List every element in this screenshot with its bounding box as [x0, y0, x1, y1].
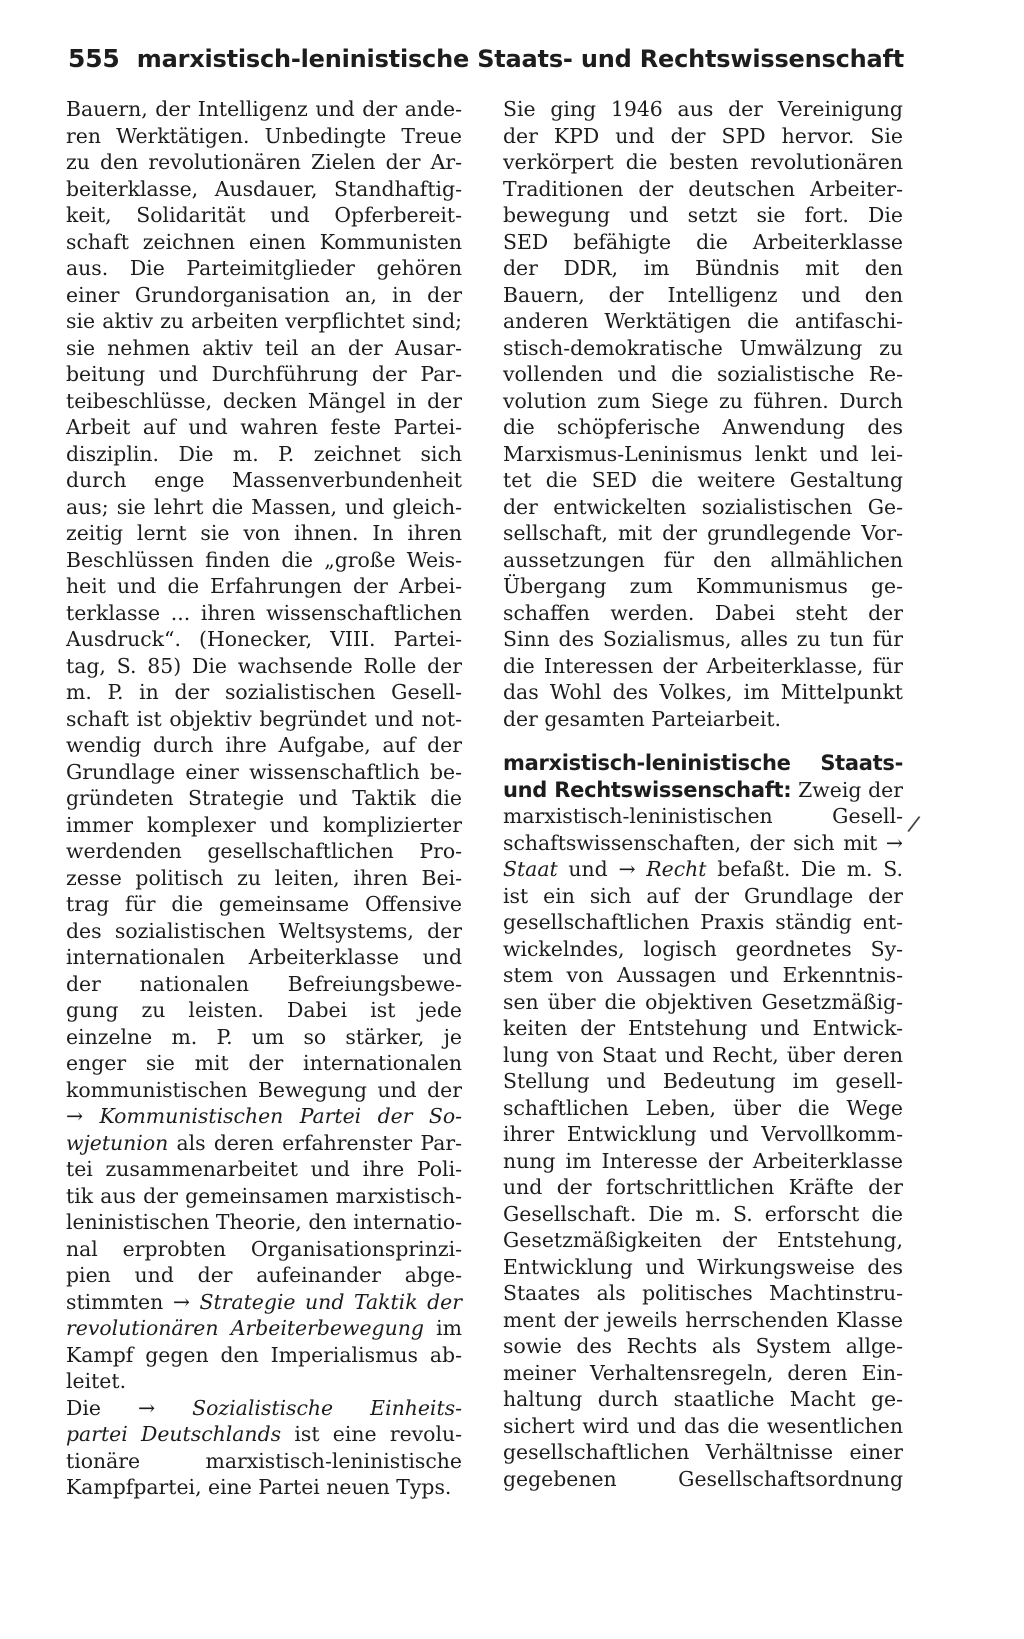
text-line — [66, 176, 462, 203]
text-run: Kampf gegen den Imperialismus ab- — [66, 1342, 462, 1367]
left-column — [66, 96, 462, 1501]
text-line — [66, 1474, 462, 1501]
text-run: stisch-demokratische Umwälzung zu — [503, 335, 903, 360]
text-run: lung von Staat und Recht, über deren — [503, 1042, 903, 1067]
text-line — [503, 1413, 903, 1440]
text-line — [503, 1174, 903, 1201]
text-line — [503, 1386, 903, 1413]
text-line — [66, 653, 462, 680]
text-run: zu den revolutionären Zielen der Ar- — [66, 150, 462, 174]
text-run: trag für die gemeinsame Offensive — [66, 892, 462, 916]
text-line — [503, 1307, 903, 1334]
text-line — [66, 467, 462, 494]
text-run: nung im Interesse der Arbeiterklasse — [503, 1148, 903, 1173]
text-line — [66, 1368, 462, 1395]
text-line — [503, 202, 903, 229]
text-line — [503, 1333, 903, 1360]
right-column — [503, 96, 903, 1492]
entry-headword: und Rechtswissenschaft: — [503, 777, 792, 802]
text-line — [503, 1439, 903, 1466]
text-run: tei zusammenarbeitet und ihre Poli- — [66, 1157, 462, 1181]
text-run: Grundlage einer wissenschaftlich be- — [66, 759, 462, 784]
text-run: Kommunistischen Partei der So- — [99, 1104, 462, 1128]
text-run: wendig durch ihre Aufgabe, auf der — [66, 733, 462, 757]
text-run: ist eine revolu- — [281, 1422, 462, 1446]
text-run: Entwicklung und Wirkungsweise des — [503, 1254, 903, 1279]
text-line — [503, 255, 903, 282]
text-run: wjetunion — [66, 1130, 169, 1155]
text-line — [66, 229, 462, 256]
entry-headword: marxistisch-leninistische Staats- — [503, 751, 903, 775]
text-run: volution zum Siege zu führen. Durch — [503, 388, 903, 413]
text-run: wickelndes, logisch geordnetes Sy- — [503, 936, 903, 961]
text-line — [503, 803, 903, 830]
text-line — [66, 123, 462, 150]
text-line — [66, 785, 462, 812]
text-line — [66, 1262, 462, 1289]
text-line — [66, 96, 462, 123]
text-line — [66, 1448, 462, 1475]
text-run: schaft zeichnen einen Kommunisten — [66, 229, 462, 254]
text-run: ist ein sich auf der Grundlage der — [503, 883, 903, 908]
text-run: der nationalen Befreiungsbewe- — [66, 971, 462, 996]
text-line — [503, 335, 903, 362]
text-run: gesellschaftlichen Praxis ständig ent- — [503, 910, 903, 934]
text-run: schaftlichen Leben, über die Wege — [503, 1095, 903, 1120]
text-run: verkörpert die besten revolutionären — [503, 150, 903, 174]
text-run: keiten der Entstehung und Entwick- — [503, 1016, 903, 1040]
text-run: sowie des Rechts als System allge- — [503, 1334, 903, 1358]
text-line — [66, 600, 462, 627]
text-line — [66, 573, 462, 600]
text-run: tionäre marxistisch-leninistische — [66, 1448, 462, 1473]
text-line — [66, 1289, 462, 1316]
text-run: tet die SED die weitere Gestaltung — [503, 468, 903, 492]
text-line — [66, 1103, 462, 1130]
text-line — [503, 1121, 903, 1148]
text-run: partei Deutschlands — [66, 1422, 282, 1446]
text-run: terklasse ... ihren wissenschaftlichen — [66, 600, 462, 625]
text-run: die schöpferische Anwendung des — [503, 415, 903, 439]
text-line — [66, 865, 462, 892]
text-run: einzelne m. P. um so stärker, je — [66, 1024, 462, 1049]
text-line — [503, 547, 903, 574]
text-line — [66, 812, 462, 839]
text-line — [503, 706, 903, 733]
text-line — [503, 883, 903, 910]
text-run: tag, S. 85) Die wachsende Rolle der — [66, 653, 462, 678]
text-run: tik aus der gemeinsamen marxistisch- — [66, 1183, 462, 1208]
arrow-icon: → — [885, 830, 903, 855]
text-run: haltung durch staatliche Macht ge- — [503, 1387, 903, 1411]
text-line — [503, 494, 903, 521]
text-line — [503, 679, 903, 706]
text-line — [503, 308, 903, 335]
text-line — [503, 1227, 903, 1254]
text-line — [66, 388, 462, 415]
text-run: Sozialistische Einheits- — [155, 1395, 462, 1420]
text-line — [503, 123, 903, 150]
text-run: marxistisch-leninistischen Gesell- — [503, 804, 903, 828]
text-line — [66, 626, 462, 653]
text-line — [66, 1342, 462, 1369]
text-run: vollenden und die sozialistische Re- — [503, 362, 903, 386]
text-line — [503, 1042, 903, 1069]
text-run: nal erprobten Organisationsprinzi- — [66, 1236, 462, 1261]
text-run: der entwickelten sozialistischen Ge- — [503, 494, 903, 519]
margin-mark: / — [905, 811, 922, 838]
text-line — [503, 750, 903, 777]
text-run: und der fortschrittlichen Kräfte der — [503, 1175, 903, 1199]
text-run: Stellung und Bedeutung im gesell- — [503, 1069, 903, 1093]
text-line — [503, 1015, 903, 1042]
text-run: teibeschlüsse, decken Mängel in der — [66, 388, 462, 413]
text-line — [66, 679, 462, 706]
text-run: Sinn des Sozialismus, alles zu tun für — [503, 627, 903, 651]
text-line — [503, 600, 903, 627]
text-line — [503, 1095, 903, 1122]
text-line — [66, 706, 462, 733]
text-run: die Interessen der Arbeiterklasse, für — [503, 653, 903, 678]
text-run: meiner Verhaltensregeln, deren Ein- — [503, 1360, 903, 1385]
text-run: leitet. — [66, 1369, 127, 1393]
text-line — [66, 308, 462, 335]
text-run: m. P. in der sozialistischen Gesell- — [66, 680, 462, 704]
text-run: Traditionen der deutschen Arbeiter- — [503, 176, 903, 201]
text-run: sie aktiv zu arbeiten verpflichtet sind; — [66, 309, 462, 333]
text-run: ren Werktätigen. Unbedingte Treue — [66, 123, 462, 148]
text-run: Marxismus-Leninismus lenkt und lei- — [503, 441, 903, 466]
text-run: Ausdruck“. (Honecker, VIII. Partei- — [66, 627, 462, 651]
text-run: Übergang zum Kommunismus ge- — [503, 574, 903, 598]
text-line — [66, 838, 462, 865]
text-run: durch enge Massenverbundenheit — [66, 468, 462, 492]
text-line — [66, 414, 462, 441]
text-line — [503, 1280, 903, 1307]
text-line — [66, 1395, 462, 1422]
text-line — [503, 520, 903, 547]
text-run: der DDR, im Bündnis mit den — [503, 256, 903, 280]
text-line — [503, 1360, 903, 1387]
text-run: revolutionären Arbeiterbewegung — [66, 1316, 424, 1340]
text-run: SED befähigte die Arbeiterklasse — [503, 229, 903, 254]
text-line — [503, 653, 903, 680]
arrow-icon: → — [172, 1289, 190, 1314]
text-run: Gesetzmäßigkeiten der Entstehung, — [503, 1228, 903, 1252]
text-run: einer Grundorganisation an, in der — [66, 282, 462, 307]
text-line — [503, 388, 903, 415]
text-run: ihrer Entwicklung und Vervollkomm- — [503, 1122, 903, 1146]
text-line — [503, 1068, 903, 1095]
text-run: gegebenen Gesellschaftsordnung — [503, 1466, 903, 1491]
running-head — [68, 44, 904, 84]
arrow-icon: → — [618, 857, 636, 881]
text-line — [66, 1315, 462, 1342]
text-run: gung zu leisten. Dabei ist jede — [66, 998, 462, 1022]
text-line — [503, 176, 903, 203]
text-run: pien und der aufeinander abge- — [66, 1263, 462, 1287]
text-line — [503, 626, 903, 653]
text-run: aussetzungen für den allmählichen — [503, 547, 903, 572]
text-line — [66, 1130, 462, 1157]
text-run: und — [557, 857, 619, 881]
text-line — [66, 441, 462, 468]
text-line — [66, 1050, 462, 1077]
text-run: kommunistischen Bewegung und der — [66, 1077, 462, 1102]
text-run: internationalen Arbeiterklasse und — [66, 945, 462, 969]
text-run: sichert wird und das die wesentlichen — [503, 1413, 903, 1438]
text-line — [66, 1156, 462, 1183]
text-run: schaftswissenschaften, der sich mit — [503, 830, 886, 855]
text-line — [66, 971, 462, 998]
text-run: sen über die objektiven Gesetzmäßig- — [503, 989, 903, 1014]
arrow-icon: → — [66, 1104, 84, 1128]
text-line — [66, 1183, 462, 1210]
text-run: aus. Die Parteimitglieder gehören — [66, 256, 462, 280]
text-run: sie nehmen aktiv teil an der Ausar- — [66, 335, 462, 360]
text-run: das Wohl des Volkes, im Mittelpunkt — [503, 680, 903, 704]
running-head-title: marxistisch-leninistische Staats- und Rechtswissenschaft — [136, 45, 904, 73]
text-run: der KPD und der SPD hervor. Sie — [503, 123, 903, 148]
text-line — [66, 1421, 462, 1448]
text-line — [503, 149, 903, 176]
text-line — [503, 909, 903, 936]
text-run: bewegung und setzt sie fort. Die — [503, 203, 903, 227]
text-run: aus; sie lehrt die Massen, und gleich- — [66, 494, 462, 519]
text-run: beitung und Durchführung der Par- — [66, 362, 462, 386]
text-run: Bauern, der Intelligenz und der ande- — [66, 97, 462, 121]
text-run: werdenden gesellschaftlichen Pro- — [66, 839, 462, 863]
text-run: stem von Aussagen und Erkenntnis- — [503, 963, 903, 987]
text-line — [66, 918, 462, 945]
text-line — [66, 255, 462, 282]
text-run: im — [423, 1316, 463, 1340]
text-line — [503, 229, 903, 256]
text-line — [66, 732, 462, 759]
text-run: Staat — [503, 857, 558, 881]
text-run: stimmten — [66, 1289, 173, 1314]
text-line — [66, 282, 462, 309]
text-run: Staates als politisches Machtinstru- — [503, 1281, 903, 1305]
text-run: befaßt. Die m. S. — [706, 857, 904, 881]
text-line — [66, 944, 462, 971]
text-run: leninistischen Theorie, den internatio- — [66, 1210, 462, 1234]
text-run: ment der jeweils herrschenden Klasse — [503, 1307, 903, 1332]
text-run: schaffen werden. Dabei steht der — [503, 600, 903, 625]
text-run: sellschaft, mit der grundlegende Vor- — [503, 521, 903, 545]
text-run: disziplin. Die m. P. zeichnet sich — [66, 441, 462, 466]
text-run: zesse politisch zu leiten, ihren Bei- — [66, 865, 462, 890]
text-run: gründeten Strategie und Taktik die — [66, 786, 462, 810]
text-line — [66, 1236, 462, 1263]
text-line — [66, 547, 462, 574]
text-line — [503, 1201, 903, 1228]
text-line — [503, 989, 903, 1016]
text-line — [503, 1466, 903, 1493]
text-line — [503, 830, 903, 857]
text-run: Beschlüssen finden die „große Weis- — [66, 547, 462, 572]
text-line — [503, 777, 903, 804]
text-line — [503, 361, 903, 388]
text-run: Gesellschaft. Die m. S. erforscht die — [503, 1201, 903, 1226]
text-run: schaft ist objektiv begründet und not- — [66, 706, 462, 731]
text-line — [503, 936, 903, 963]
text-line — [66, 1024, 462, 1051]
text-line — [503, 282, 903, 309]
text-line — [503, 573, 903, 600]
text-line — [66, 149, 462, 176]
text-run: gesellschaftlichen Verhältnisse einer — [503, 1440, 903, 1464]
text-line — [503, 414, 903, 441]
text-run: beiterklasse, Ausdauer, Standhaftig- — [66, 176, 462, 201]
text-line — [503, 962, 903, 989]
entry-gap — [503, 732, 903, 750]
text-line — [503, 856, 903, 883]
text-line — [66, 494, 462, 521]
arrow-icon: → — [138, 1395, 156, 1420]
text-line — [66, 361, 462, 388]
text-run: Die — [66, 1395, 138, 1420]
text-run: immer komplexer und komplizierter — [66, 812, 462, 837]
text-line — [503, 1148, 903, 1175]
text-run: keit, Solidarität und Opferbereit- — [66, 203, 462, 227]
text-run: Arbeit auf und wahren feste Partei- — [66, 415, 462, 439]
text-line — [66, 202, 462, 229]
text-line — [66, 997, 462, 1024]
text-run: Recht — [635, 857, 707, 881]
text-run: anderen Werktätigen die antifaschi- — [503, 309, 903, 333]
text-line — [503, 1254, 903, 1281]
text-line — [66, 520, 462, 547]
text-line — [503, 441, 903, 468]
text-run: Bauern, der Intelligenz und den — [503, 282, 903, 307]
text-line — [66, 1209, 462, 1236]
text-run: des sozialistischen Weltsystems, der — [66, 918, 462, 943]
text-run: zeitig lernt sie von ihnen. In ihren — [66, 521, 462, 545]
text-line — [66, 335, 462, 362]
text-line — [66, 1077, 462, 1104]
text-run: Kampfpartei, eine Partei neuen Typs. — [66, 1475, 452, 1499]
text-run: als deren erfahrenster Par- — [168, 1130, 462, 1155]
text-line — [66, 759, 462, 786]
text-line — [66, 891, 462, 918]
text-run: heit und die Erfahrungen der Arbei- — [66, 574, 462, 598]
text-run: der gesamten Parteiarbeit. — [503, 706, 782, 731]
text-run: enger sie mit der internationalen — [66, 1051, 462, 1075]
text-run: Strategie und Taktik der — [189, 1289, 462, 1314]
text-line — [503, 467, 903, 494]
page-number: 555 — [68, 44, 120, 73]
text-run: Sie ging 1946 aus der Vereinigung — [503, 97, 903, 121]
text-line — [503, 96, 903, 123]
text-run: Zweig der — [791, 777, 903, 802]
